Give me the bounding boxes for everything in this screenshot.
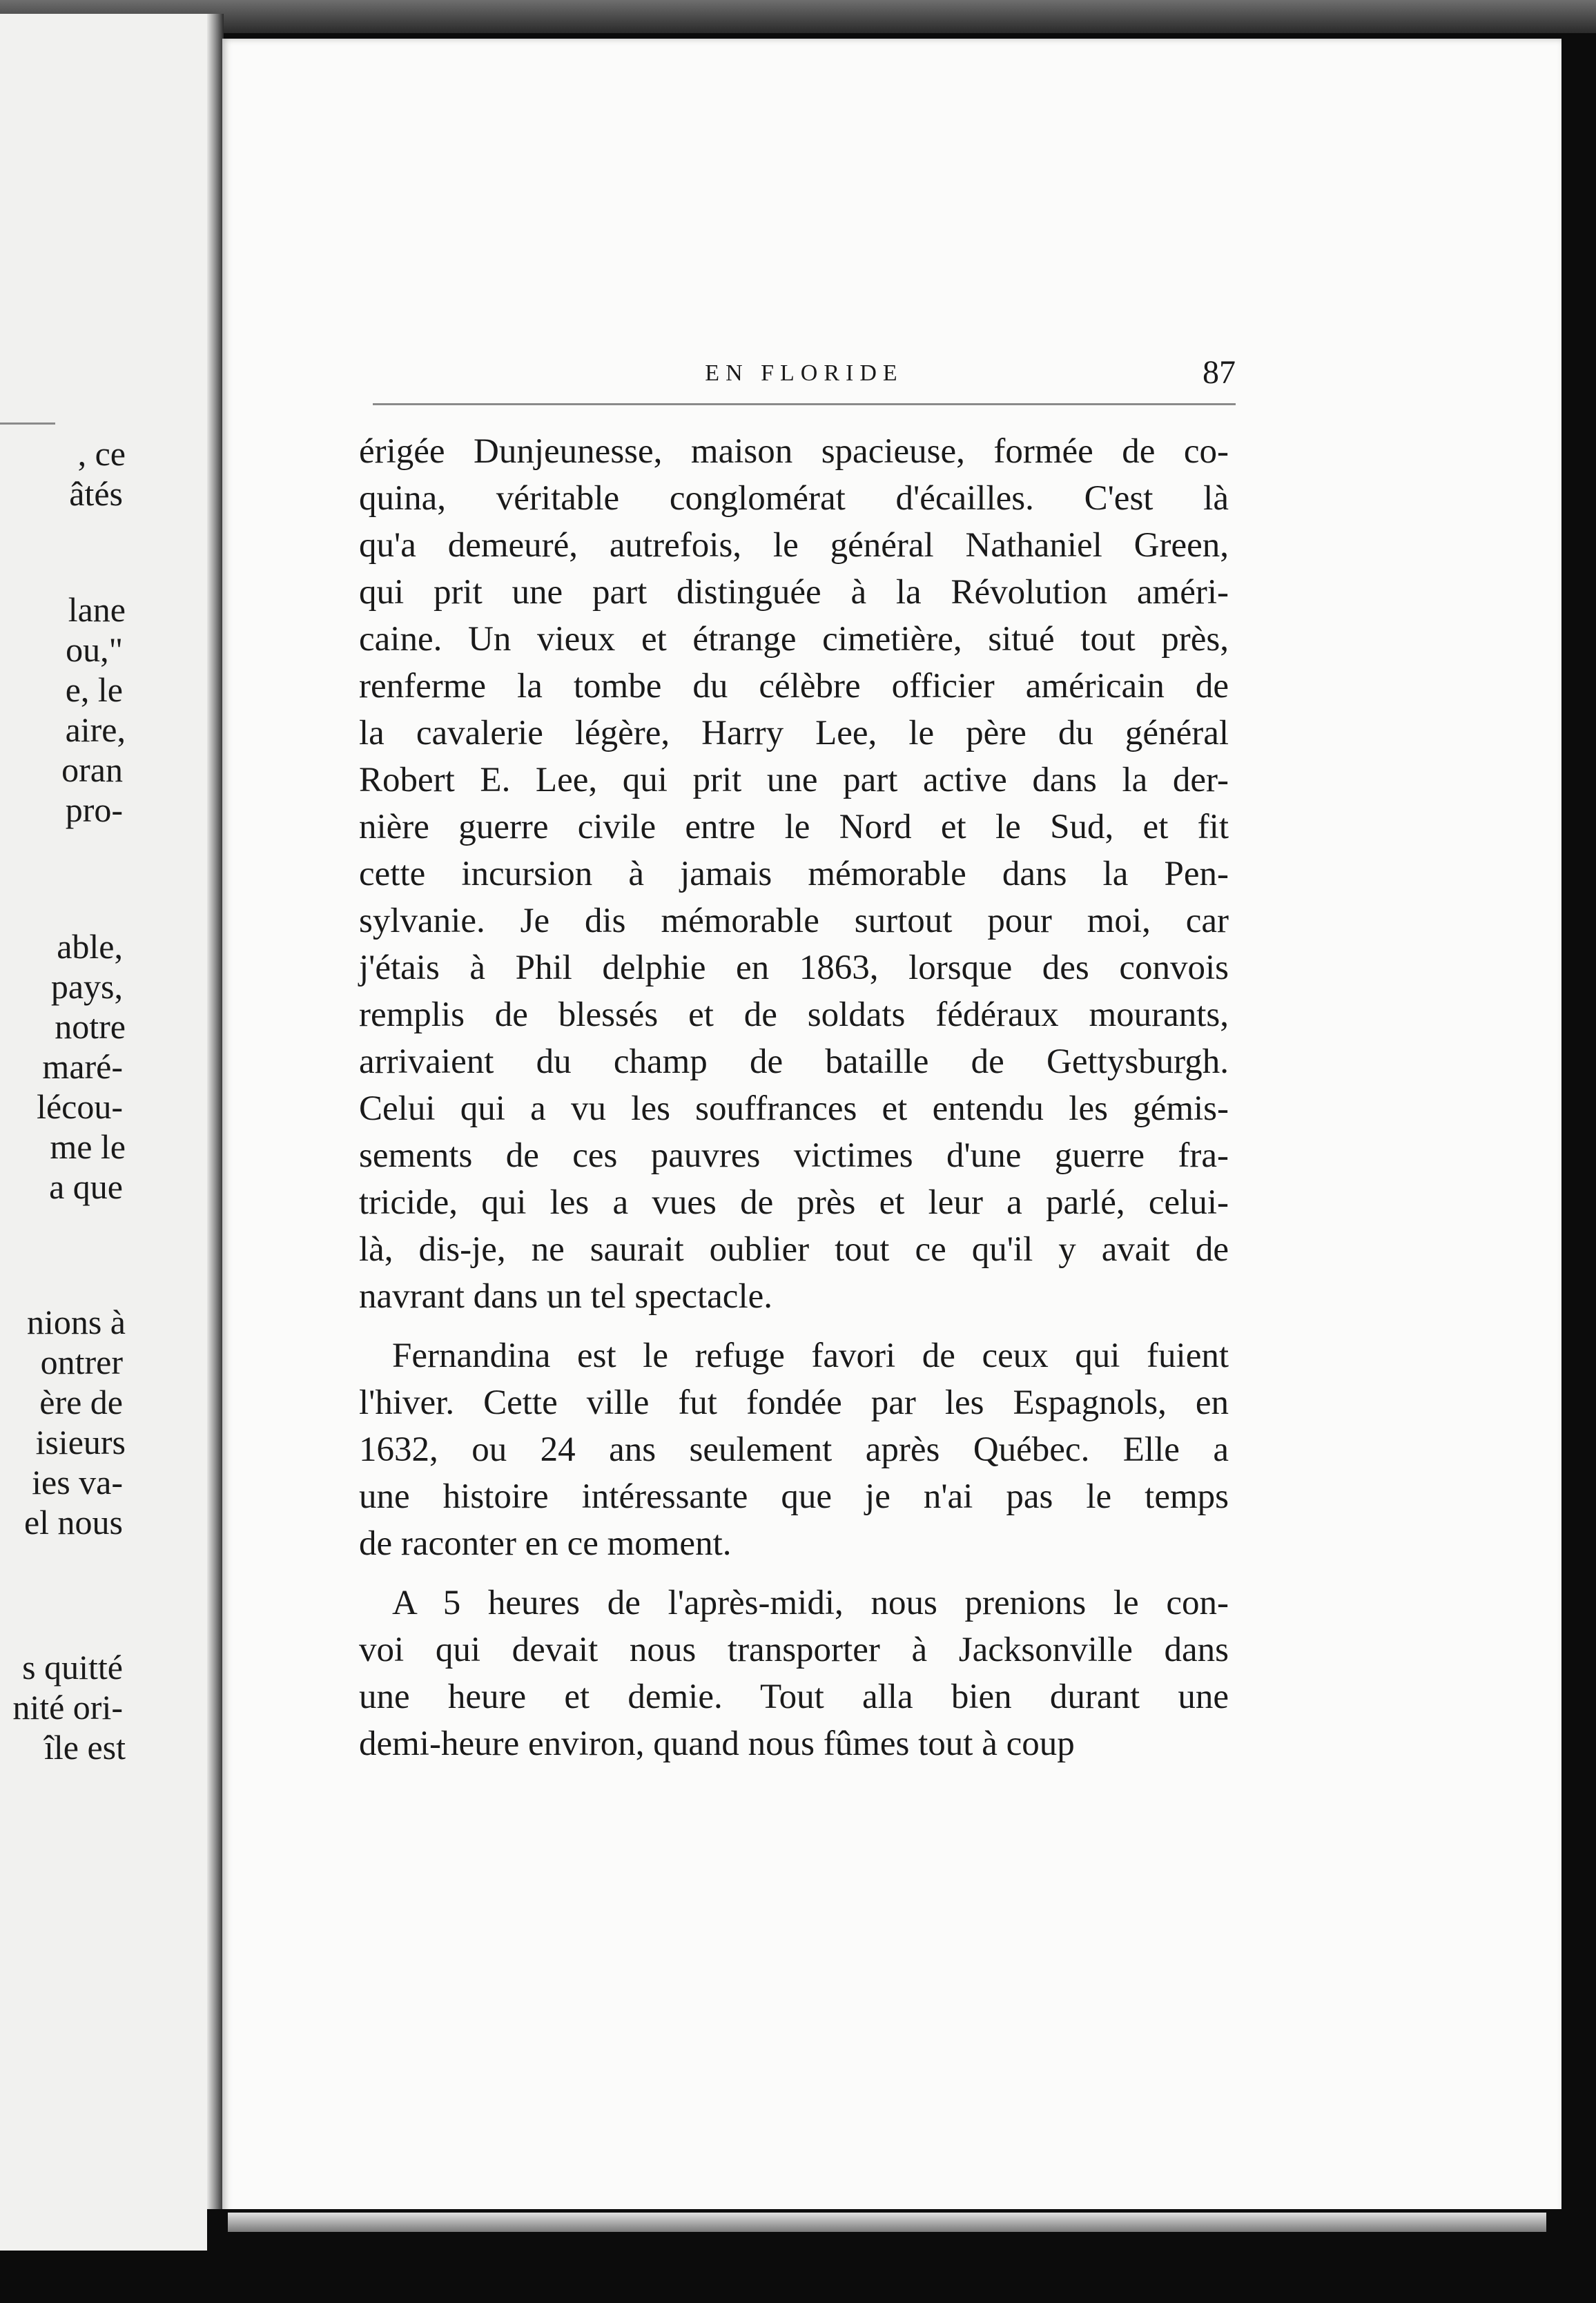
facing-page-line: ère de bbox=[39, 1383, 123, 1421]
text-line: Celui qui a vu les souffrances et entendu les gémis- bbox=[359, 1089, 1229, 1128]
facing-page-line: able, bbox=[57, 927, 123, 966]
text-line: nière guerre civile entre le Nord et le Sud, et fit bbox=[359, 808, 1229, 846]
facing-page-line: maré- bbox=[42, 1047, 123, 1086]
facing-page-line: île est bbox=[43, 1728, 126, 1767]
text-line: tricide, qui les a vues de près et leur a parlé, celui- bbox=[359, 1183, 1229, 1222]
facing-page-line: ies va- bbox=[32, 1463, 123, 1502]
facing-page-line: âtés bbox=[69, 474, 123, 513]
facing-page-line: oran bbox=[61, 750, 123, 789]
facing-page-line: e, le bbox=[65, 670, 123, 709]
text-line: qu'a demeuré, autrefois, le général Nathaniel Green, bbox=[359, 526, 1229, 565]
text-line: Fernandina est le refuge favori de ceux qui fuient bbox=[392, 1337, 1229, 1375]
facing-page-line: a que bbox=[49, 1167, 123, 1206]
facing-page-line: ontrer bbox=[40, 1343, 123, 1381]
text-line: une histoire intéressante que je n'ai pas le temps bbox=[359, 1477, 1229, 1516]
text-line: demi-heure environ, quand nous fûmes tout à coup bbox=[359, 1724, 1075, 1763]
facing-page-line: , ce bbox=[77, 434, 126, 473]
text-line: caine. Un vieux et étrange cimetière, situé tout près, bbox=[359, 620, 1229, 659]
facing-page-line: nions à bbox=[26, 1303, 126, 1341]
running-head: EN FLORIDE bbox=[705, 360, 904, 386]
text-line: navrant dans un tel spectacle. bbox=[359, 1277, 773, 1316]
text-line: voi qui devait nous transporter à Jacksonville dans bbox=[359, 1631, 1229, 1669]
text-line: érigée Dunjeunesse, maison spacieuse, formée de co- bbox=[359, 432, 1229, 471]
facing-page-left bbox=[0, 14, 207, 2251]
text-line: de raconter en ce moment. bbox=[359, 1524, 732, 1563]
book-gutter bbox=[207, 14, 224, 2251]
text-line: l'hiver. Cette ville fut fondée par les Espagnols, en bbox=[359, 1383, 1229, 1422]
facing-page-line: el nous bbox=[23, 1503, 123, 1542]
scan-top-edge bbox=[0, 0, 1596, 33]
facing-page-line: ou," bbox=[66, 630, 123, 669]
body-text bbox=[359, 428, 1229, 1767]
page-number: 87 bbox=[1203, 354, 1236, 391]
paragraph bbox=[359, 1580, 1229, 1767]
text-line: Robert E. Lee, qui prit une part active dans la der- bbox=[359, 761, 1229, 799]
paragraph bbox=[359, 1332, 1229, 1567]
facing-page-line: lane bbox=[68, 590, 126, 629]
text-line: là, dis-je, ne saurait oublier tout ce qu'il y avait de bbox=[359, 1230, 1229, 1269]
page-block-edge bbox=[228, 2213, 1546, 2232]
text-line: j'étais à Phil delphie en 1863, lorsque des convois bbox=[359, 949, 1229, 987]
text-line: sylvanie. Je dis mémorable surtout pour moi, car bbox=[359, 902, 1229, 940]
facing-page-rule bbox=[0, 422, 55, 425]
facing-page-line: pays, bbox=[50, 967, 123, 1006]
paragraph-gap bbox=[359, 1320, 1229, 1332]
facing-page-line: aire, bbox=[65, 710, 126, 749]
text-line: 1632, ou 24 ans seulement après Québec. Elle a bbox=[359, 1430, 1229, 1469]
text-line: qui prit une part distinguée à la Révolution améri- bbox=[359, 573, 1229, 612]
facing-page-line: notre bbox=[55, 1007, 126, 1046]
text-line: quina, véritable conglomérat d'écailles. C'est là bbox=[359, 479, 1229, 518]
page-header bbox=[373, 353, 1236, 395]
text-line: remplis de blessés et de soldats fédéraux mourants, bbox=[359, 995, 1229, 1034]
text-line: renferme la tombe du célèbre officier américain de bbox=[359, 667, 1229, 706]
facing-page-line: nité ori- bbox=[12, 1688, 123, 1727]
facing-page-line: s quitté bbox=[22, 1648, 123, 1687]
facing-page-line: me le bbox=[50, 1127, 126, 1166]
text-line: cette incursion à jamais mémorable dans la Pen- bbox=[359, 855, 1229, 893]
facing-page-line: lécou- bbox=[37, 1087, 123, 1126]
text-line: A 5 heures de l'après-midi, nous prenions le con- bbox=[392, 1584, 1229, 1622]
text-line: arrivaient du champ de bataille de Gettysburgh. bbox=[359, 1042, 1229, 1081]
text-line: une heure et demie. Tout alla bien durant une bbox=[359, 1678, 1229, 1716]
facing-page-line: isieurs bbox=[35, 1423, 126, 1461]
paragraph-gap bbox=[359, 1567, 1229, 1580]
facing-page-line: pro- bbox=[65, 790, 123, 829]
text-line: sements de ces pauvres victimes d'une guerre fra- bbox=[359, 1136, 1229, 1175]
header-rule bbox=[373, 403, 1236, 405]
paragraph bbox=[359, 428, 1229, 1320]
text-line: la cavalerie légère, Harry Lee, le père du général bbox=[359, 714, 1229, 752]
